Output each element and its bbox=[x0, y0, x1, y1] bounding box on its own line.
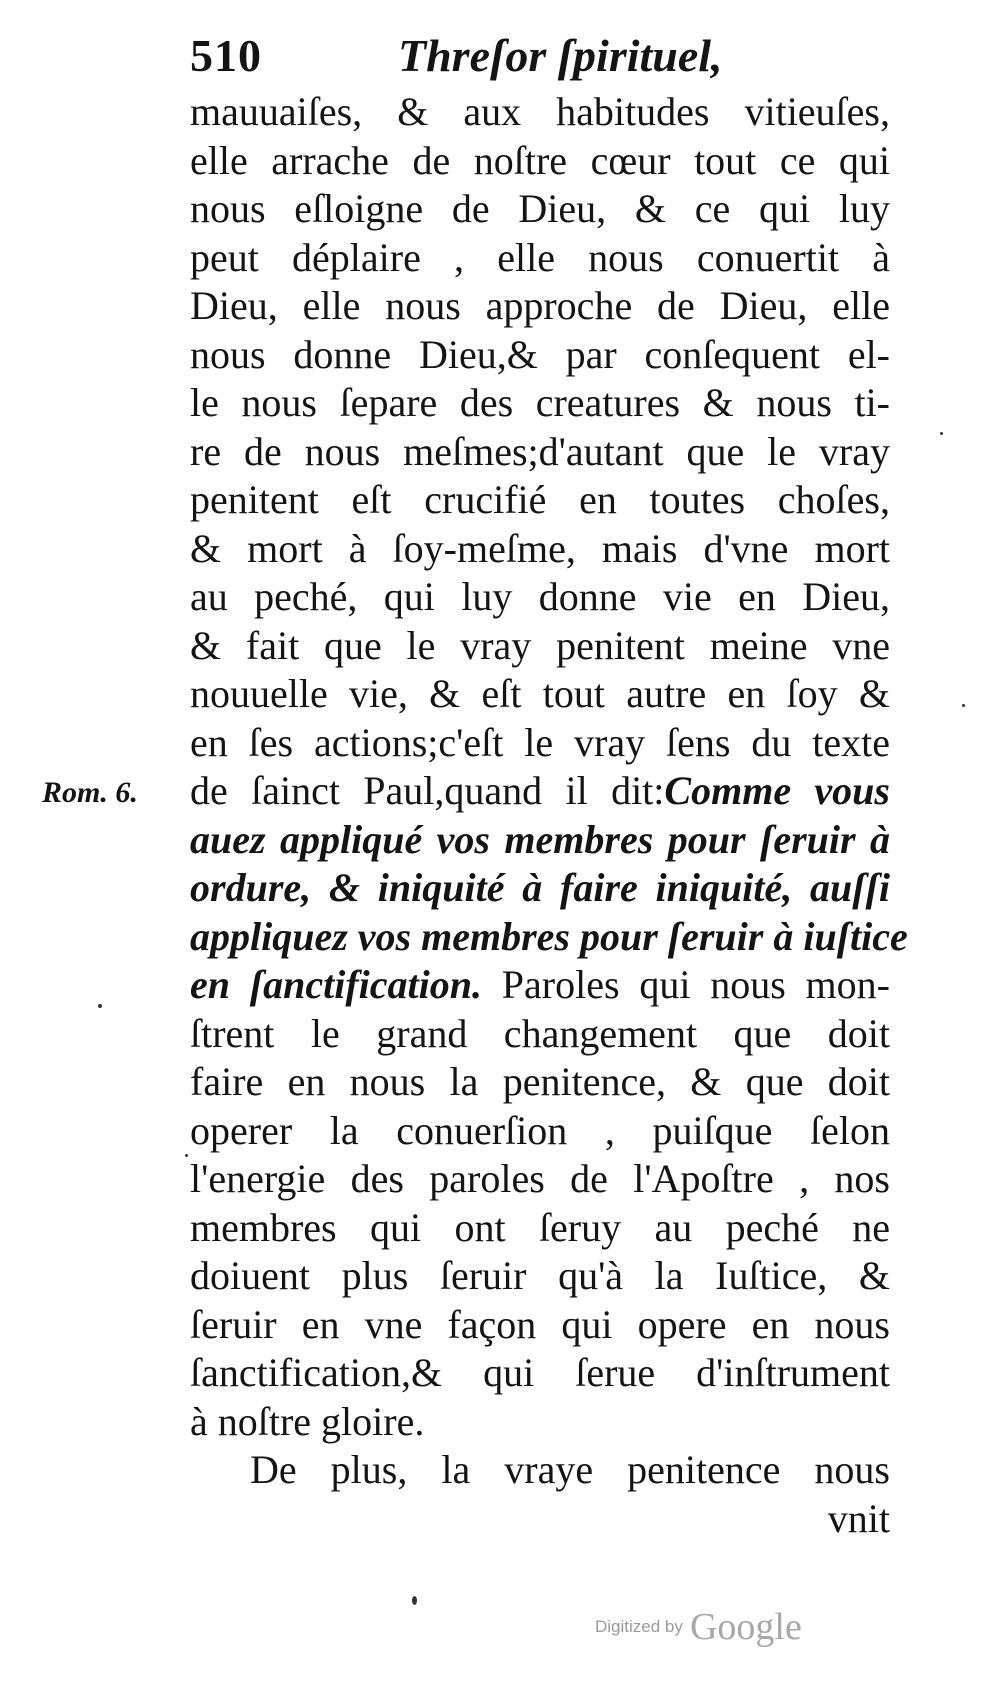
text-segment: de ſainct Paul,quand il dit: bbox=[190, 768, 665, 813]
scan-speck bbox=[962, 704, 965, 707]
text-line-with-quote-end bbox=[190, 961, 890, 1010]
text-line: & fait que le vray penitent meine vne bbox=[190, 622, 890, 668]
text-line: penitent eſt crucifié en toutes choſes, bbox=[190, 477, 890, 522]
scan-speck bbox=[185, 1154, 188, 1157]
digitized-watermark bbox=[595, 1605, 802, 1655]
text-segment: Paroles qui nous mon- bbox=[482, 962, 890, 1007]
text-line: au peché, qui luy donne vie en Dieu, bbox=[190, 574, 890, 619]
text-line: peut déplaire , elle nous conuertit à bbox=[190, 234, 890, 280]
margin-note-reference: Rom. 6. bbox=[42, 776, 138, 809]
catchword: vnit bbox=[827, 1495, 890, 1541]
text-line: membres qui ont ſeruy au peché ne bbox=[190, 1204, 890, 1250]
running-title: Threſor ſpirituel, bbox=[398, 30, 723, 81]
google-logo: Google bbox=[689, 1606, 802, 1648]
text-line: doiuent plus ſeruir qu'à la Iuſtice, & bbox=[190, 1253, 890, 1298]
page-header bbox=[190, 28, 723, 88]
text-line: Dieu, elle nous approche de Dieu, elle bbox=[190, 283, 890, 328]
text-line: ſtrent le grand changement que doit bbox=[190, 1010, 890, 1056]
scripture-quote-line: ordure, & iniquité à faire iniquité, auſſi bbox=[190, 865, 890, 910]
paragraph-start-line: De plus, la vraye penitence nous bbox=[250, 1447, 890, 1492]
text-line: operer la conuerſion , puiſque ſelon bbox=[190, 1107, 890, 1153]
text-line: en ſes actions;c'eſt le vray ſens du texte bbox=[190, 719, 890, 765]
text-line: re de nous meſmes;d'autant que le vray bbox=[190, 428, 890, 474]
text-line: le nous ſepare des creatures & nous ti- bbox=[190, 380, 890, 425]
text-line: nous eſloigne de Dieu, & ce qui luy bbox=[190, 186, 890, 231]
scripture-quote-line: appliquez vos membres pour ſeruir à iuſtice bbox=[190, 913, 908, 959]
paragraph-end-line: à noſtre gloire. bbox=[190, 1398, 425, 1444]
scripture-quote-segment: en ſanctification. bbox=[190, 962, 482, 1007]
text-line: l'energie des paroles de l'Apoſtre , nos bbox=[190, 1156, 890, 1201]
digitized-by-label: Digitized by bbox=[595, 1617, 683, 1636]
text-line-with-quote-start bbox=[190, 767, 890, 816]
text-line: ſeruir en vne façon qui opere en nous bbox=[190, 1301, 890, 1347]
text-line: ſanctification,& qui ſerue d'inſtrument bbox=[190, 1350, 890, 1395]
text-line: mauuaiſes, & aux habitudes vitieuſes, bbox=[190, 89, 890, 134]
scripture-quote-segment: Comme vous bbox=[664, 768, 890, 813]
text-line: nous donne Dieu,& par conſequent el- bbox=[190, 331, 890, 377]
scan-speck bbox=[412, 1596, 417, 1605]
text-line: nouuelle vie, & eſt tout autre en ſoy & bbox=[190, 671, 890, 716]
text-line: & mort à ſoy-meſme, mais d'vne mort bbox=[190, 525, 890, 571]
scripture-quote-line: auez appliqué vos membres pour ſeruir à bbox=[190, 816, 890, 862]
scan-speck bbox=[98, 1004, 102, 1008]
body-text bbox=[190, 88, 908, 1543]
text-line: faire en nous la penitence, & que doit bbox=[190, 1059, 890, 1104]
text-line: elle arrache de noſtre cœur tout ce qui bbox=[190, 137, 890, 183]
scan-speck bbox=[940, 432, 943, 435]
page-number: 510 bbox=[190, 30, 262, 81]
